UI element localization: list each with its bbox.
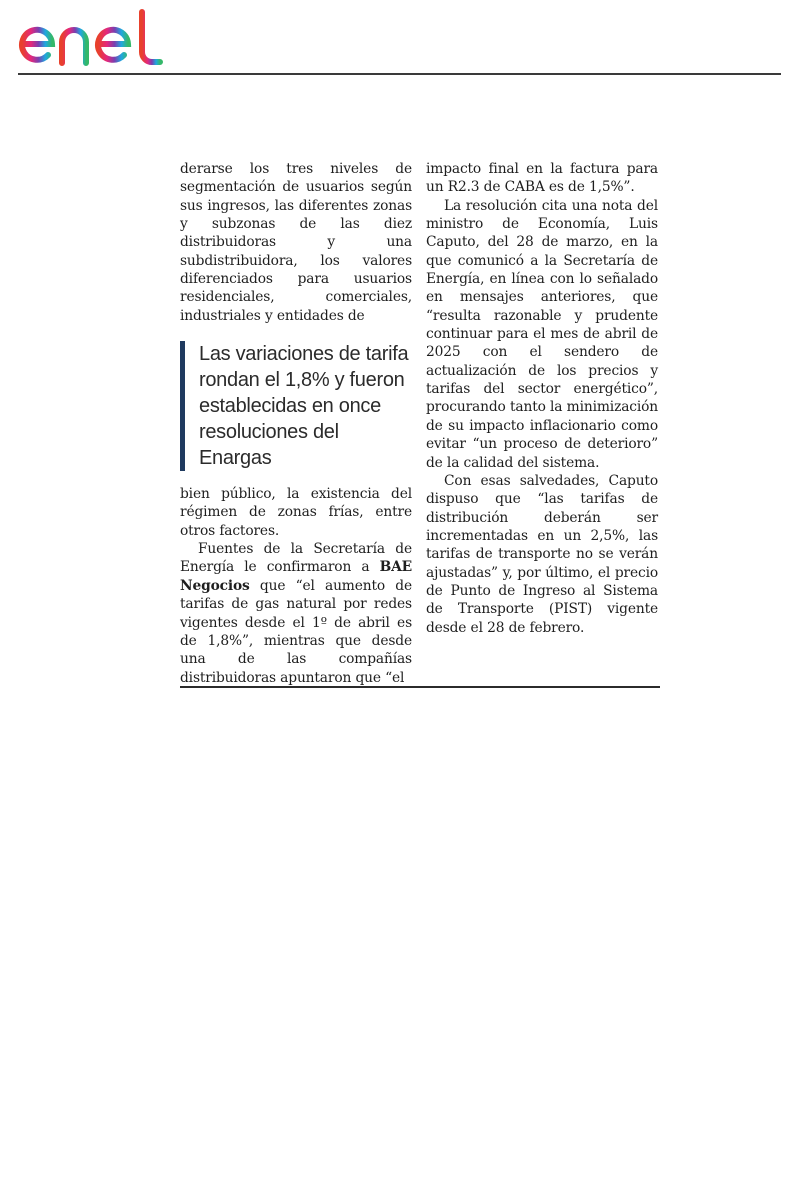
pull-quote: Las variaciones de tarifa rondan el 1,8% y fueron establecidas en once resoluciones del Enargas (180, 341, 412, 471)
paragraph-text: que “el aumento de tarifas de gas natural por redes vigentes desde el 1º de abril es de 1,8%”, mientras que desde una de las compañías distribuidoras apuntaron que “el (180, 577, 412, 686)
article-column-left (180, 160, 412, 687)
clipping-bottom-rule (180, 686, 660, 688)
newspaper-clipping (170, 150, 670, 695)
bold-source-name: BAE Negocios (180, 559, 412, 594)
paragraph: La resolución cita una nota del ministro de Economía, Luis Caputo, del 28 de marzo, en la que comunicó a la Secretaría de Energía, en línea con lo señalado en mensajes anteriores, que “resulta razonable y prudente continuar para el mes de abril de 2025 con el sendero de actualización de los precios y tarifas del sector energético”, procurando tanto la minimización de su impacto inflacionario como evitar “un proceso de deterioro” de la calidad del sistema. (426, 197, 658, 471)
paragraph-text: Fuentes de la Secretaría de Energía le confirmaron a (180, 541, 412, 576)
paragraph (180, 540, 412, 687)
paragraph: bien público, la existencia del régimen de zonas frías, entre otros factores. (180, 486, 412, 539)
page-header (0, 0, 800, 76)
enel-logo (18, 8, 173, 68)
paragraph: impacto final en la factura para un R2.3 de CABA es de 1,5%”. (426, 161, 658, 196)
header-divider (18, 73, 781, 75)
article-column-right (426, 160, 658, 637)
paragraph: derarse los tres niveles de segmentación de usuarios según sus ingresos, las diferentes zonas y subzonas de las diez distribuidoras y una subdistribuidora, los valores diferenciados para usuarios residenciales, comerciales, industriales y entidades de (180, 161, 412, 324)
paragraph: Con esas salvedades, Caputo dispuso que “las tarifas de distribución deberán ser incrementadas en un 2,5%, las tarifas de transporte no se verán ajustadas” y, por último, el precio de Punto de Ingreso al Sistema de Transporte (PIST) vigente desde el 28 de febrero. (426, 472, 658, 636)
